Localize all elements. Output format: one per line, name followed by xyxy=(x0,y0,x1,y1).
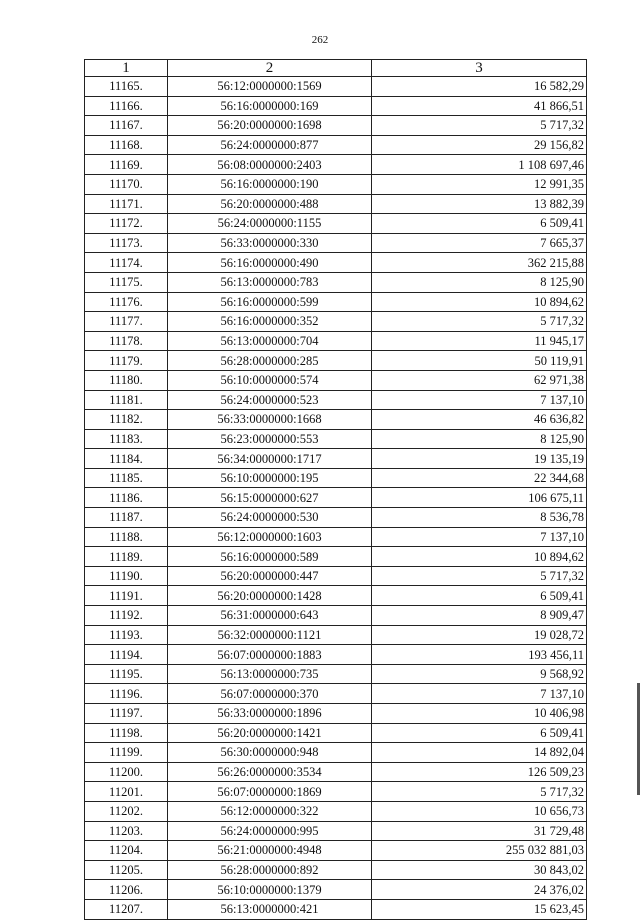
table-row xyxy=(85,351,587,371)
table-row xyxy=(85,272,587,292)
table-row xyxy=(85,370,587,390)
table-row xyxy=(85,625,587,645)
row-number: 11171. xyxy=(85,194,168,214)
row-number: 11200. xyxy=(85,762,168,782)
header-row xyxy=(85,60,587,77)
row-number: 11195. xyxy=(85,664,168,684)
row-number: 11201. xyxy=(85,782,168,802)
row-value: 10 894,62 xyxy=(372,292,587,312)
row-value: 126 509,23 xyxy=(372,762,587,782)
cadastral-number: 56:33:0000000:1896 xyxy=(168,704,372,724)
row-number: 11167. xyxy=(85,116,168,136)
row-number: 11192. xyxy=(85,606,168,626)
row-number: 11177. xyxy=(85,312,168,332)
row-value: 106 675,11 xyxy=(372,488,587,508)
cadastral-number: 56:16:0000000:490 xyxy=(168,253,372,273)
cadastral-number: 56:20:0000000:447 xyxy=(168,566,372,586)
cadastral-number: 56:23:0000000:553 xyxy=(168,429,372,449)
cadastral-number: 56:13:0000000:783 xyxy=(168,272,372,292)
row-number: 11207. xyxy=(85,899,168,919)
cadastral-number: 56:07:0000000:1869 xyxy=(168,782,372,802)
column-header-3: 3 xyxy=(372,60,587,77)
row-number: 11191. xyxy=(85,586,168,606)
cadastral-number: 56:12:0000000:1569 xyxy=(168,77,372,97)
row-number: 11182. xyxy=(85,410,168,430)
cadastral-number: 56:10:0000000:195 xyxy=(168,468,372,488)
row-number: 11179. xyxy=(85,351,168,371)
row-value: 193 456,11 xyxy=(372,645,587,665)
cadastral-number: 56:15:0000000:627 xyxy=(168,488,372,508)
cadastral-number: 56:12:0000000:1603 xyxy=(168,527,372,547)
cadastral-number: 56:28:0000000:285 xyxy=(168,351,372,371)
data-table xyxy=(84,59,587,920)
cadastral-number: 56:20:0000000:488 xyxy=(168,194,372,214)
row-value: 5 717,32 xyxy=(372,566,587,586)
table-row xyxy=(85,449,587,469)
row-number: 11169. xyxy=(85,155,168,175)
cadastral-number: 56:16:0000000:352 xyxy=(168,312,372,332)
cadastral-number: 56:24:0000000:877 xyxy=(168,135,372,155)
cadastral-number: 56:24:0000000:530 xyxy=(168,508,372,528)
row-value: 5 717,32 xyxy=(372,782,587,802)
table-row xyxy=(85,606,587,626)
row-value: 24 376,02 xyxy=(372,880,587,900)
table-row xyxy=(85,312,587,332)
row-value: 8 536,78 xyxy=(372,508,587,528)
row-number: 11188. xyxy=(85,527,168,547)
row-value: 7 665,37 xyxy=(372,233,587,253)
row-value: 255 032 881,03 xyxy=(372,841,587,861)
cadastral-number: 56:16:0000000:169 xyxy=(168,96,372,116)
table-row xyxy=(85,704,587,724)
row-number: 11184. xyxy=(85,449,168,469)
row-number: 11181. xyxy=(85,390,168,410)
cadastral-number: 56:13:0000000:421 xyxy=(168,899,372,919)
row-value: 19 028,72 xyxy=(372,625,587,645)
cadastral-number: 56:33:0000000:330 xyxy=(168,233,372,253)
row-value: 62 971,38 xyxy=(372,370,587,390)
row-value: 13 882,39 xyxy=(372,194,587,214)
row-number: 11202. xyxy=(85,801,168,821)
row-number: 11187. xyxy=(85,508,168,528)
table-row xyxy=(85,292,587,312)
cadastral-number: 56:28:0000000:892 xyxy=(168,860,372,880)
cadastral-number: 56:20:0000000:1698 xyxy=(168,116,372,136)
table-row xyxy=(85,723,587,743)
row-value: 12 991,35 xyxy=(372,174,587,194)
row-number: 11185. xyxy=(85,468,168,488)
table-row xyxy=(85,880,587,900)
cadastral-number: 56:33:0000000:1668 xyxy=(168,410,372,430)
cadastral-number: 56:31:0000000:643 xyxy=(168,606,372,626)
cadastral-number: 56:20:0000000:1428 xyxy=(168,586,372,606)
cadastral-number: 56:13:0000000:704 xyxy=(168,331,372,351)
row-number: 11189. xyxy=(85,547,168,567)
table-row xyxy=(85,899,587,919)
row-number: 11190. xyxy=(85,566,168,586)
table-row xyxy=(85,194,587,214)
row-number: 11196. xyxy=(85,684,168,704)
table-row xyxy=(85,566,587,586)
row-value: 9 568,92 xyxy=(372,664,587,684)
row-number: 11194. xyxy=(85,645,168,665)
row-value: 7 137,10 xyxy=(372,527,587,547)
row-value: 1 108 697,46 xyxy=(372,155,587,175)
page-number: 262 xyxy=(311,34,329,46)
row-value: 10 656,73 xyxy=(372,801,587,821)
table-body xyxy=(85,77,587,920)
row-value: 14 892,04 xyxy=(372,743,587,763)
row-value: 31 729,48 xyxy=(372,821,587,841)
cadastral-number: 56:30:0000000:948 xyxy=(168,743,372,763)
row-value: 6 509,41 xyxy=(372,214,587,234)
column-header-1: 1 xyxy=(85,60,168,77)
row-number: 11172. xyxy=(85,214,168,234)
table-row xyxy=(85,96,587,116)
table-row xyxy=(85,743,587,763)
row-number: 11193. xyxy=(85,625,168,645)
table-row xyxy=(85,841,587,861)
cadastral-number: 56:26:0000000:3534 xyxy=(168,762,372,782)
table-row xyxy=(85,77,587,97)
cadastral-number: 56:13:0000000:735 xyxy=(168,664,372,684)
column-header-2: 2 xyxy=(168,60,372,77)
cadastral-number: 56:07:0000000:1883 xyxy=(168,645,372,665)
row-number: 11166. xyxy=(85,96,168,116)
row-number: 11173. xyxy=(85,233,168,253)
cadastral-number: 56:16:0000000:589 xyxy=(168,547,372,567)
row-value: 5 717,32 xyxy=(372,312,587,332)
row-number: 11186. xyxy=(85,488,168,508)
cadastral-number: 56:34:0000000:1717 xyxy=(168,449,372,469)
cadastral-number: 56:24:0000000:1155 xyxy=(168,214,372,234)
row-value: 7 137,10 xyxy=(372,390,587,410)
row-value: 29 156,82 xyxy=(372,135,587,155)
cadastral-number: 56:12:0000000:322 xyxy=(168,801,372,821)
row-number: 11198. xyxy=(85,723,168,743)
cadastral-number: 56:10:0000000:1379 xyxy=(168,880,372,900)
table-row xyxy=(85,508,587,528)
row-value: 19 135,19 xyxy=(372,449,587,469)
table-row xyxy=(85,155,587,175)
table-row xyxy=(85,214,587,234)
row-number: 11183. xyxy=(85,429,168,449)
row-value: 11 945,17 xyxy=(372,331,587,351)
row-value: 7 137,10 xyxy=(372,684,587,704)
row-number: 11165. xyxy=(85,77,168,97)
cadastral-number: 56:20:0000000:1421 xyxy=(168,723,372,743)
table-row xyxy=(85,860,587,880)
row-value: 8 909,47 xyxy=(372,606,587,626)
row-number: 11168. xyxy=(85,135,168,155)
row-value: 6 509,41 xyxy=(372,586,587,606)
row-number: 11197. xyxy=(85,704,168,724)
row-number: 11199. xyxy=(85,743,168,763)
row-value: 15 623,45 xyxy=(372,899,587,919)
cadastral-number: 56:32:0000000:1121 xyxy=(168,625,372,645)
row-value: 10 894,62 xyxy=(372,547,587,567)
table-row xyxy=(85,762,587,782)
row-value: 41 866,51 xyxy=(372,96,587,116)
row-number: 11174. xyxy=(85,253,168,273)
row-value: 22 344,68 xyxy=(372,468,587,488)
table-row xyxy=(85,664,587,684)
cadastral-number: 56:24:0000000:523 xyxy=(168,390,372,410)
table-row xyxy=(85,174,587,194)
row-value: 16 582,29 xyxy=(372,77,587,97)
cadastral-number: 56:10:0000000:574 xyxy=(168,370,372,390)
cadastral-number: 56:16:0000000:190 xyxy=(168,174,372,194)
cadastral-number: 56:24:0000000:995 xyxy=(168,821,372,841)
row-number: 11206. xyxy=(85,880,168,900)
table-row xyxy=(85,801,587,821)
row-number: 11176. xyxy=(85,292,168,312)
table-row xyxy=(85,488,587,508)
table-row xyxy=(85,116,587,136)
table-row xyxy=(85,429,587,449)
table-row xyxy=(85,135,587,155)
table-row xyxy=(85,233,587,253)
row-number: 11175. xyxy=(85,272,168,292)
row-number: 11180. xyxy=(85,370,168,390)
row-value: 8 125,90 xyxy=(372,272,587,292)
row-value: 30 843,02 xyxy=(372,860,587,880)
table-row xyxy=(85,527,587,547)
table-row xyxy=(85,782,587,802)
table-header xyxy=(85,60,587,77)
row-value: 6 509,41 xyxy=(372,723,587,743)
table-row xyxy=(85,390,587,410)
table-row xyxy=(85,586,587,606)
table-row xyxy=(85,684,587,704)
table-row xyxy=(85,468,587,488)
row-number: 11203. xyxy=(85,821,168,841)
row-value: 362 215,88 xyxy=(372,253,587,273)
row-value: 5 717,32 xyxy=(372,116,587,136)
table-row xyxy=(85,645,587,665)
cadastral-number: 56:08:0000000:2403 xyxy=(168,155,372,175)
row-number: 11178. xyxy=(85,331,168,351)
table-row xyxy=(85,821,587,841)
row-value: 10 406,98 xyxy=(372,704,587,724)
table-row xyxy=(85,547,587,567)
cadastral-number: 56:21:0000000:4948 xyxy=(168,841,372,861)
row-number: 11170. xyxy=(85,174,168,194)
row-value: 46 636,82 xyxy=(372,410,587,430)
table-row xyxy=(85,331,587,351)
table-row xyxy=(85,253,587,273)
row-value: 8 125,90 xyxy=(372,429,587,449)
row-value: 50 119,91 xyxy=(372,351,587,371)
cadastral-number: 56:07:0000000:370 xyxy=(168,684,372,704)
row-number: 11204. xyxy=(85,841,168,861)
table-row xyxy=(85,410,587,430)
cadastral-number: 56:16:0000000:599 xyxy=(168,292,372,312)
row-number: 11205. xyxy=(85,860,168,880)
